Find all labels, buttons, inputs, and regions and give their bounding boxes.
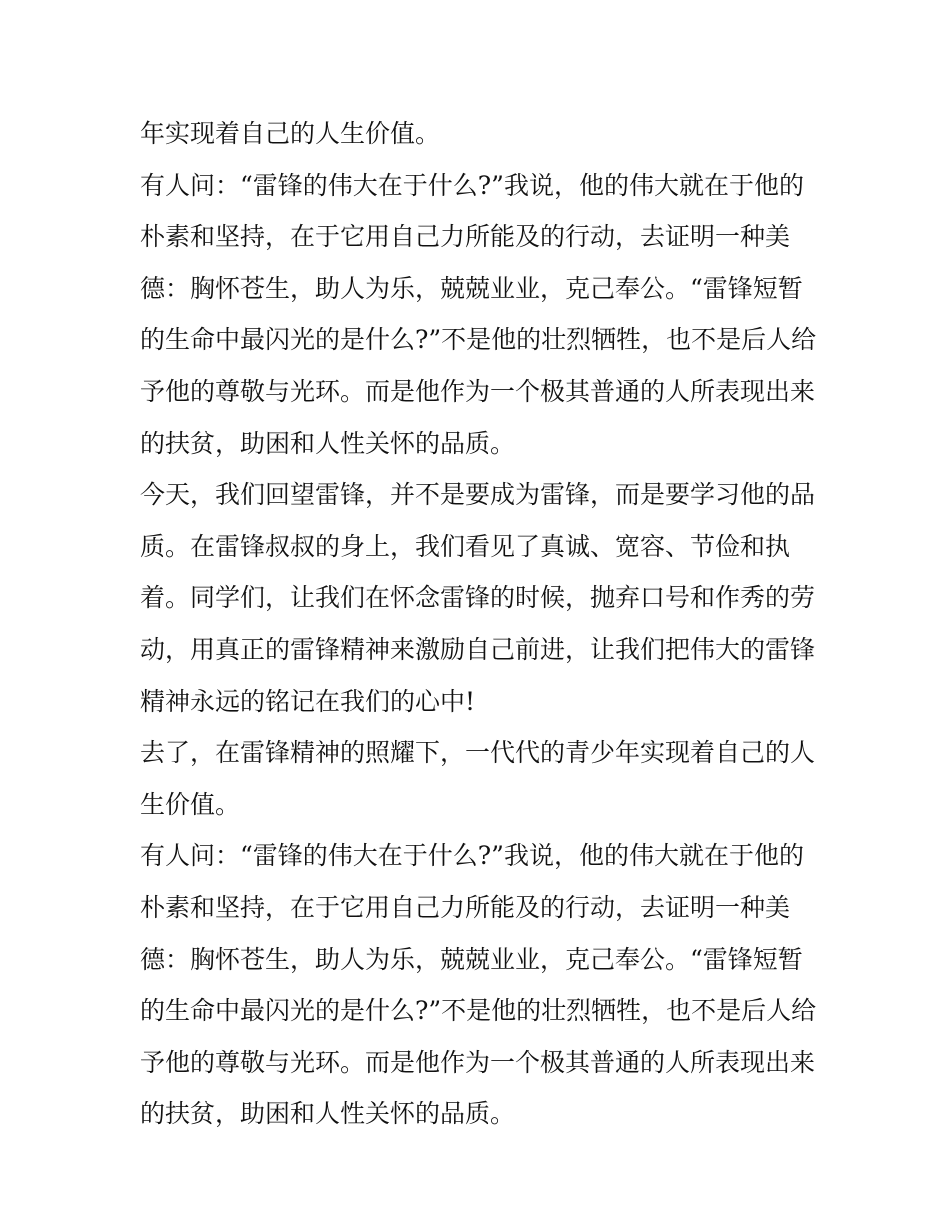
text-line: 德：胸怀苍生，助人为乐，兢兢业业，克己奉公。“雷锋短暂 (140, 944, 803, 974)
text-line: 生价值。 (140, 789, 241, 819)
text-line: 的扶贫，助困和人性关怀的品质。 (140, 428, 516, 458)
text-line: 精神永远的铭记在我们的心中! (140, 686, 476, 716)
text-line: 着。同学们，让我们在怀念雷锋的时候，抛弃口号和作秀的劳 (140, 583, 816, 613)
text-line: 有人问：“雷锋的伟大在于什么?”我说，他的伟大就在于他的 (140, 841, 804, 871)
text-line: 德：胸怀苍生，助人为乐，兢兢业业，克己奉公。“雷锋短暂 (140, 273, 803, 303)
text-line: 朴素和坚持，在于它用自己力所能及的行动，去证明一种美 (140, 222, 791, 252)
text-line: 去了，在雷锋精神的照耀下，一代代的青少年实现着自己的人 (140, 738, 816, 768)
text-line: 动，用真正的雷锋精神来激励自己前进，让我们把伟大的雷锋 (140, 634, 816, 664)
text-line: 的扶贫，助困和人性关怀的品质。 (140, 1099, 516, 1129)
text-line: 予他的尊敬与光环。而是他作为一个极其普通的人所表现出来 (140, 376, 816, 406)
text-line: 的生命中最闪光的是什么?”不是他的壮烈牺牲，也不是后人给 (140, 996, 817, 1026)
text-line: 质。在雷锋叔叔的身上，我们看见了真诚、宽容、节俭和执 (140, 531, 791, 561)
text-line: 朴素和坚持，在于它用自己力所能及的行动，去证明一种美 (140, 892, 791, 922)
text-line: 的生命中最闪光的是什么?”不是他的壮烈牺牲，也不是后人给 (140, 325, 817, 355)
text-line: 有人问：“雷锋的伟大在于什么?”我说，他的伟大就在于他的 (140, 170, 804, 200)
text-line: 今天，我们回望雷锋，并不是要成为雷锋，而是要学习他的品 (140, 480, 816, 510)
text-line: 年实现着自己的人生价值。 (140, 119, 441, 148)
document-body (140, 108, 820, 1140)
text-line: 予他的尊敬与光环。而是他作为一个极其普通的人所表现出来 (140, 1047, 816, 1077)
